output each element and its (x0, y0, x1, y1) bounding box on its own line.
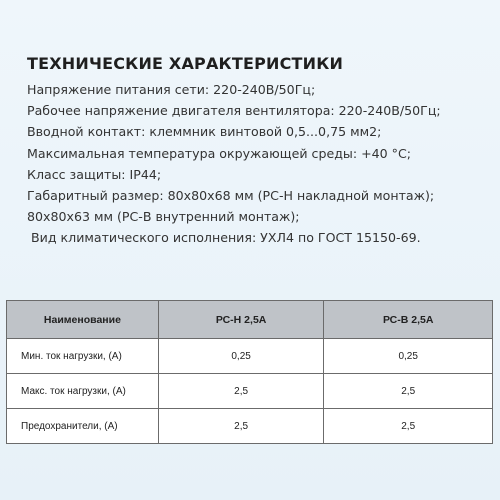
comparison-table-wrapper (6, 300, 493, 444)
table-row (7, 409, 493, 444)
table-cell-value: 2,5 (158, 374, 324, 409)
table-cell-value: 0,25 (158, 339, 324, 374)
spec-item-motor-voltage: Рабочее напряжение двигателя вентилятора: 220-240В/50Гц; (27, 103, 441, 119)
table-row (7, 374, 493, 409)
spec-item-max-temperature: Максимальная температура окружающей среды: +40 °С; (27, 145, 411, 161)
spec-item-dimensions-surface: Габаритный размер: 80х80х68 мм (РС-Н накладной монтаж); (27, 188, 435, 204)
spec-item-climate-version: Вид климатического исполнения: УХЛ4 по ГОСТ 15150-69. (31, 230, 421, 246)
header-rs-v: РС-В 2,5А (324, 301, 493, 339)
table-header-row (7, 301, 493, 339)
table-cell-value: 2,5 (324, 409, 493, 444)
table-cell-value: 2,5 (324, 374, 493, 409)
spec-item-dimensions-flush: 80х80х63 мм (РС-В внутренний монтаж); (27, 209, 300, 225)
table-cell-name: Мин. ток нагрузки, (А) (7, 339, 159, 374)
section-title: ТЕХНИЧЕСКИЕ ХАРАКТЕРИСТИКИ (27, 54, 344, 73)
header-name: Наименование (7, 301, 159, 339)
spec-item-input-contact: Вводной контакт: клеммник винтовой 0,5...0,75 мм2; (27, 124, 382, 140)
table-cell-name: Макс. ток нагрузки, (А) (7, 374, 159, 409)
spec-item-protection-class: Класс защиты: IP44; (27, 166, 162, 182)
comparison-table (6, 300, 493, 444)
spec-list (27, 79, 441, 249)
table-cell-name: Предохранители, (А) (7, 409, 159, 444)
table-row (7, 339, 493, 374)
table-cell-value: 2,5 (158, 409, 324, 444)
header-rs-n: РС-Н 2,5А (158, 301, 324, 339)
table-cell-value: 0,25 (324, 339, 493, 374)
spec-item-supply-voltage: Напряжение питания сети: 220-240В/50Гц; (27, 82, 316, 97)
